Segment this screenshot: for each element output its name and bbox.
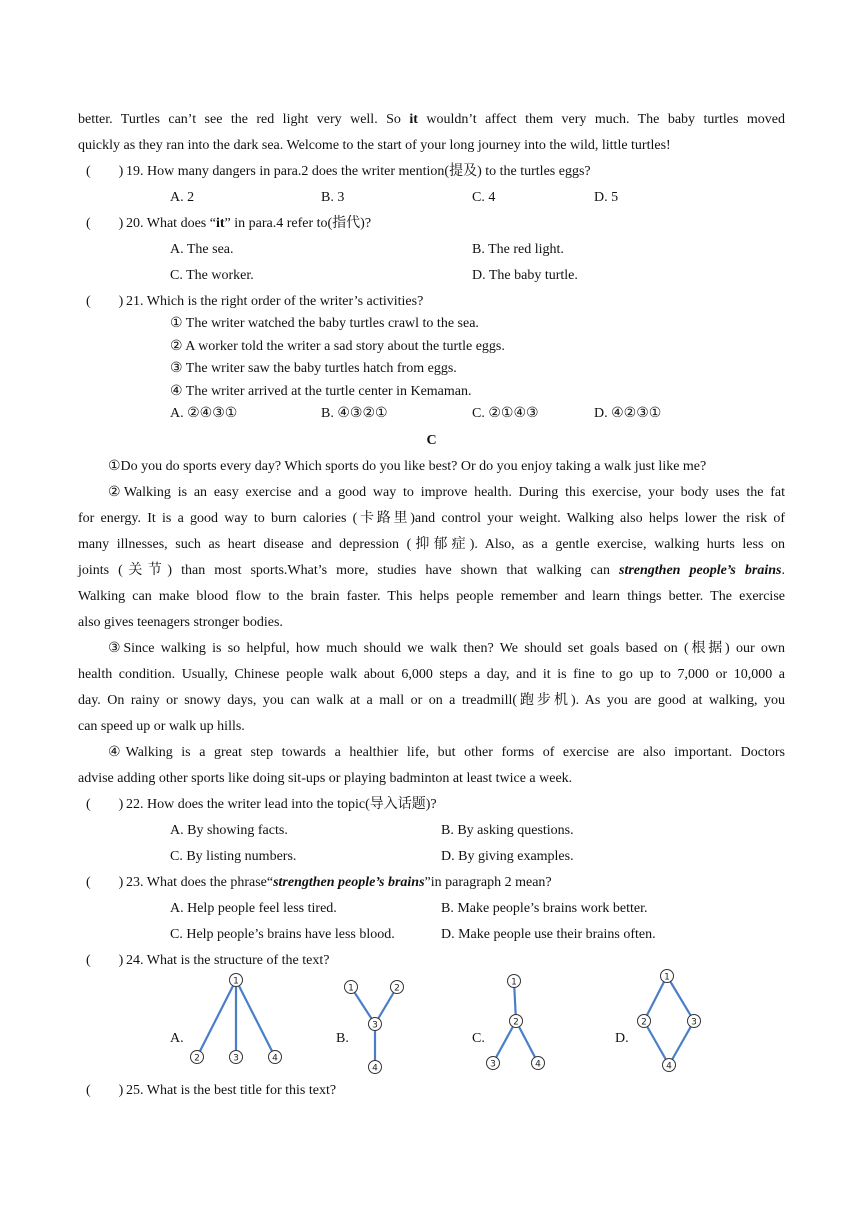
q22-option-b[interactable]: B. By asking questions. xyxy=(441,823,574,838)
bold-it: it xyxy=(409,112,418,127)
question-23: ( ) 23. What does the phrase“strengthen people’s brains”in paragraph 2 mean? xyxy=(78,875,552,891)
paragraph-2-line-1: ②Walking is an easy exercise and a good way to improve health. During this exercise, your body uses the fat xyxy=(108,485,785,500)
q19-option-a[interactable]: A. 2 xyxy=(170,190,195,205)
q19-option-b[interactable]: B. 3 xyxy=(321,190,345,205)
paragraph-2-line-2: for energy. It is a good way to burn calories (卡路里)and control your weight. Walking also helps lower the risk of xyxy=(78,511,785,526)
question-21: ( ) 21. Which is the right order of the writer’s activities? xyxy=(78,294,423,310)
q23-option-a[interactable]: A. Help people feel less tired. xyxy=(170,901,337,916)
diagram-node-label: 2 xyxy=(513,1017,519,1028)
diagram-edge xyxy=(236,980,275,1057)
q23-option-c[interactable]: C. Help people’s brains have less blood. xyxy=(170,927,395,942)
q20-option-c[interactable]: C. The worker. xyxy=(170,268,254,283)
q23-option-d[interactable]: D. Make people use their brains often. xyxy=(441,927,656,942)
q21-option-d[interactable]: D. ④②③① xyxy=(594,406,662,421)
structure-diagram-d xyxy=(638,970,701,1072)
q24-option-d-label[interactable]: D. xyxy=(615,1031,629,1046)
diagram-edge xyxy=(516,1021,538,1063)
diagram-node-label: 4 xyxy=(535,1059,541,1070)
q21-option-b[interactable]: B. ④③②① xyxy=(321,406,388,421)
diagram-node-label: 1 xyxy=(664,972,670,983)
diagram-node-label: 3 xyxy=(691,1017,697,1028)
diagram-node-label: 2 xyxy=(394,983,400,994)
structure-diagram-c xyxy=(487,975,545,1070)
diagram-edge xyxy=(669,1021,694,1065)
structure-diagram-b xyxy=(345,981,404,1074)
q21-option-c[interactable]: C. ②①④③ xyxy=(472,406,539,421)
diagram-node-label: 2 xyxy=(194,1053,200,1064)
paragraph-1: ①Do you do sports every day? Which sports do you like best? Or do you enjoy taking a walk just like me? xyxy=(108,459,707,474)
diagram-edge xyxy=(197,980,236,1057)
paragraph-4-line-1: ④Walking is a great step towards a healthier life, but other forms of exercise are also important. Doctors xyxy=(108,745,785,760)
diagram-node-label: 1 xyxy=(511,977,517,988)
q22-option-a[interactable]: A. By showing facts. xyxy=(170,823,288,838)
q22-option-d[interactable]: D. By giving examples. xyxy=(441,849,574,864)
intro-line-2: quickly as they ran into the dark sea. Welcome to the start of your long journey into the wild, little turtles! xyxy=(78,138,671,153)
answer-blank[interactable]: ( ) xyxy=(86,1083,124,1098)
diagram-node-label: 1 xyxy=(348,983,354,994)
diagram-node-label: 4 xyxy=(372,1063,378,1074)
answer-blank[interactable]: ( ) xyxy=(86,294,124,309)
paragraph-4-line-2: advise adding other sports like doing sit-ups or playing badminton at least twice a week. xyxy=(78,771,573,786)
q20-option-d[interactable]: D. The baby turtle. xyxy=(472,268,578,283)
question-24: ( ) 24. What is the structure of the text? xyxy=(78,953,329,969)
q21-item-1: ① The writer watched the baby turtles crawl to the sea. xyxy=(170,316,479,331)
structure-diagram-a xyxy=(191,974,282,1064)
diagram-edge xyxy=(644,976,667,1021)
question-19: ( ) 19. How many dangers in para.2 does the writer mention(提及) to the turtles eggs? xyxy=(78,164,591,180)
paragraph-3-line-2: health condition. Usually, Chinese people walk about 6,000 steps a day, and it is fine to go up to 7,000 or 10,000 a xyxy=(78,667,785,682)
diagram-node-label: 3 xyxy=(490,1059,496,1070)
diagram-node-label: 4 xyxy=(666,1061,672,1072)
q19-option-c[interactable]: C. 4 xyxy=(472,190,496,205)
paragraph-2-line-6: also gives teenagers stronger bodies. xyxy=(78,615,283,630)
diagram-node-label: 4 xyxy=(272,1053,278,1064)
answer-blank[interactable]: ( ) xyxy=(86,797,124,812)
q20-option-b[interactable]: B. The red light. xyxy=(472,242,564,257)
answer-blank[interactable]: ( ) xyxy=(86,164,124,179)
diagram-edge xyxy=(644,1021,669,1065)
question-22: ( ) 22. How does the writer lead into the topic(导入话题)? xyxy=(78,797,437,813)
paragraph-3-line-4: can speed up or walk up hills. xyxy=(78,719,245,734)
diagram-edge xyxy=(667,976,694,1021)
answer-blank[interactable]: ( ) xyxy=(86,875,124,890)
paragraph-3-line-1: ③Since walking is so helpful, how much should we walk then? We should set goals based on (根据) our own xyxy=(108,641,785,656)
q21-item-4: ④ The writer arrived at the turtle center in Kemaman. xyxy=(170,384,472,399)
paragraph-2-line-5: Walking can make blood flow to the brain faster. This helps people remember and learn things better. The exercise xyxy=(78,589,785,604)
diagram-node-label: 3 xyxy=(233,1053,239,1064)
intro-line-1: better. Turtles can’t see the red light very well. So it wouldn’t affect them very much. The baby turtles moved xyxy=(78,112,785,127)
paragraph-3-line-3: day. On rainy or snowy days, you can walk at a mall or on a treadmill(跑步机). As you are good at walking, you xyxy=(78,693,785,708)
q21-item-3: ③ The writer saw the baby turtles hatch from eggs. xyxy=(170,361,457,376)
q23-option-b[interactable]: B. Make people’s brains work better. xyxy=(441,901,648,916)
diagram-node-label: 3 xyxy=(372,1020,378,1031)
q24-option-b-label[interactable]: B. xyxy=(336,1031,349,1046)
diagram-node-label: 2 xyxy=(641,1017,647,1028)
question-20: ( ) 20. What does “it” in para.4 refer to(指代)? xyxy=(78,216,371,232)
answer-blank[interactable]: ( ) xyxy=(86,953,124,968)
q19-option-d[interactable]: D. 5 xyxy=(594,190,619,205)
diagram-node-label: 1 xyxy=(233,976,239,987)
answer-blank[interactable]: ( ) xyxy=(86,216,124,231)
paragraph-2-line-3: many illnesses, such as heart disease and depression (抑郁症). Also, as a gentle exercise, walking hurts less on xyxy=(78,537,785,552)
q20-option-a[interactable]: A. The sea. xyxy=(170,242,234,257)
question-25: ( ) 25. What is the best title for this text? xyxy=(78,1083,336,1099)
q21-item-2: ② A worker told the writer a sad story about the turtle eggs. xyxy=(170,339,505,354)
q22-option-c[interactable]: C. By listing numbers. xyxy=(170,849,297,864)
q24-option-c-label[interactable]: C. xyxy=(472,1031,485,1046)
paragraph-2-line-4: joints (关节) than most sports.What’s more, studies have shown that walking can strengthen people’s brains. xyxy=(78,563,785,578)
section-heading-c: C xyxy=(426,433,437,448)
q24-option-a-label[interactable]: A. xyxy=(170,1031,184,1046)
q21-option-a[interactable]: A. ②④③① xyxy=(170,406,238,421)
